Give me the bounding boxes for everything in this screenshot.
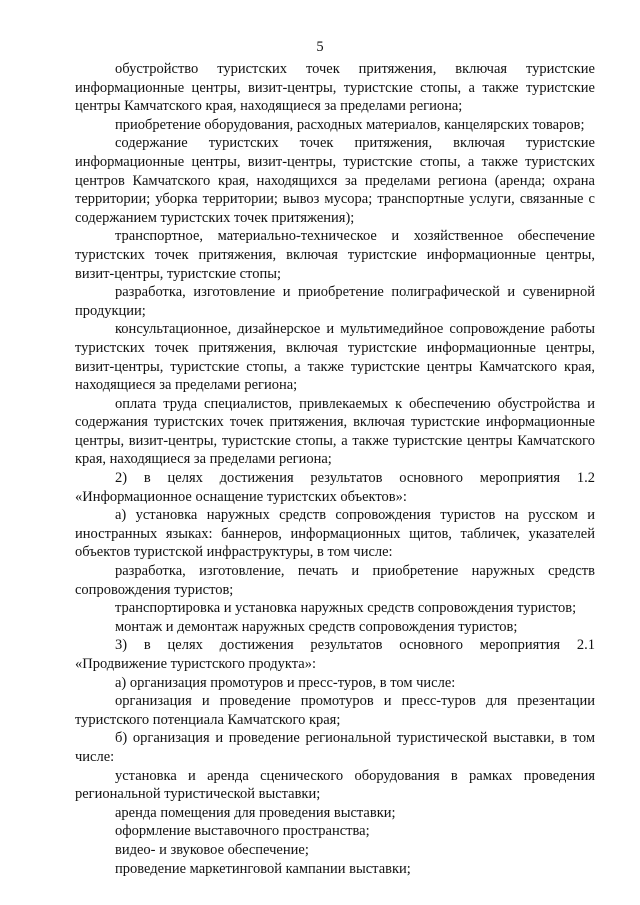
paragraph: разработка, изготовление, печать и приобретение наружных средств сопровождения туристов; — [75, 563, 595, 598]
paragraph: 3) в целях достижения результатов основного мероприятия 2.1 «Продвижение туристского продукта»: — [75, 637, 595, 672]
paragraph: транспортное, материально-техническое и хозяйственное обеспечение туристских точек притяжения, включая туристские информационные центры, визит-центры, туристские стопы; — [75, 228, 595, 282]
paragraph: содержание туристских точек притяжения, включая туристские информационные центры, визит-центры, туристские стопы, а также туристских центров Камчатского края, находящихся за пределами региона (аренда; охрана территории; уборка территории; вывоз мусора; транспортные услуги, связанные с содержанием туристских точек притяжения); — [75, 135, 595, 226]
document-body — [75, 60, 595, 878]
paragraph: приобретение оборудования, расходных материалов, канцелярских товаров; — [115, 116, 585, 133]
paragraph: транспортировка и установка наружных средств сопровождения туристов; — [115, 600, 577, 617]
paragraph: а) установка наружных средств сопровождения туристов на русском и иностранных языках: баннеров, информационных щитов, табличек, указателей объектов туристской инфраструктуры, в том числе: — [75, 507, 595, 561]
paragraph: оплата труда специалистов, привлекаемых к обеспечению обустройства и содержания туристских точек притяжения, включая туристские информационные центры, визит-центры, туристские стопы, а также туристские центры Камчатского края, находящиеся за пределами региона; — [75, 395, 595, 468]
paragraph: консультационное, дизайнерское и мультимедийное сопровождение работы туристских точек притяжения, включая туристские информационные центры, визит-центры, туристские стопы, а также туристские центры Камчатского края, находящиеся за пределами региона; — [75, 321, 595, 394]
paragraph: видео- и звуковое обеспечение; — [115, 841, 309, 858]
paragraph: установка и аренда сценического оборудования в рамках проведения региональной туристической выставки; — [75, 767, 595, 803]
paragraph: монтаж и демонтаж наружных средств сопровождения туристов; — [115, 618, 518, 635]
paragraph: б) организация и проведение региональной туристической выставки, в том числе: — [75, 730, 595, 765]
page-number: 5 — [316, 39, 324, 55]
paragraph: обустройство туристских точек притяжения, включая туристские информационные центры, визит-центры, туристские стопы, а также туристские центры Камчатского края, находящиеся за пределами региона; — [75, 61, 595, 115]
paragraph: разработка, изготовление и приобретение полиграфической и сувенирной продукции; — [75, 284, 595, 319]
paragraph: организация и проведение промотуров и пресс-туров для презентации туристского потенциала Камчатского края; — [75, 693, 595, 728]
paragraph: а) организация промотуров и пресс-туров, в том числе: — [115, 674, 456, 691]
paragraph: проведение маркетинговой кампании выставки; — [115, 860, 411, 877]
paragraph: 2) в целях достижения результатов основного мероприятия 1.2 «Информационное оснащение туристских объектов»: — [75, 470, 595, 505]
paragraph: оформление выставочного пространства; — [115, 823, 370, 840]
paragraph: аренда помещения для проведения выставки; — [115, 804, 396, 821]
